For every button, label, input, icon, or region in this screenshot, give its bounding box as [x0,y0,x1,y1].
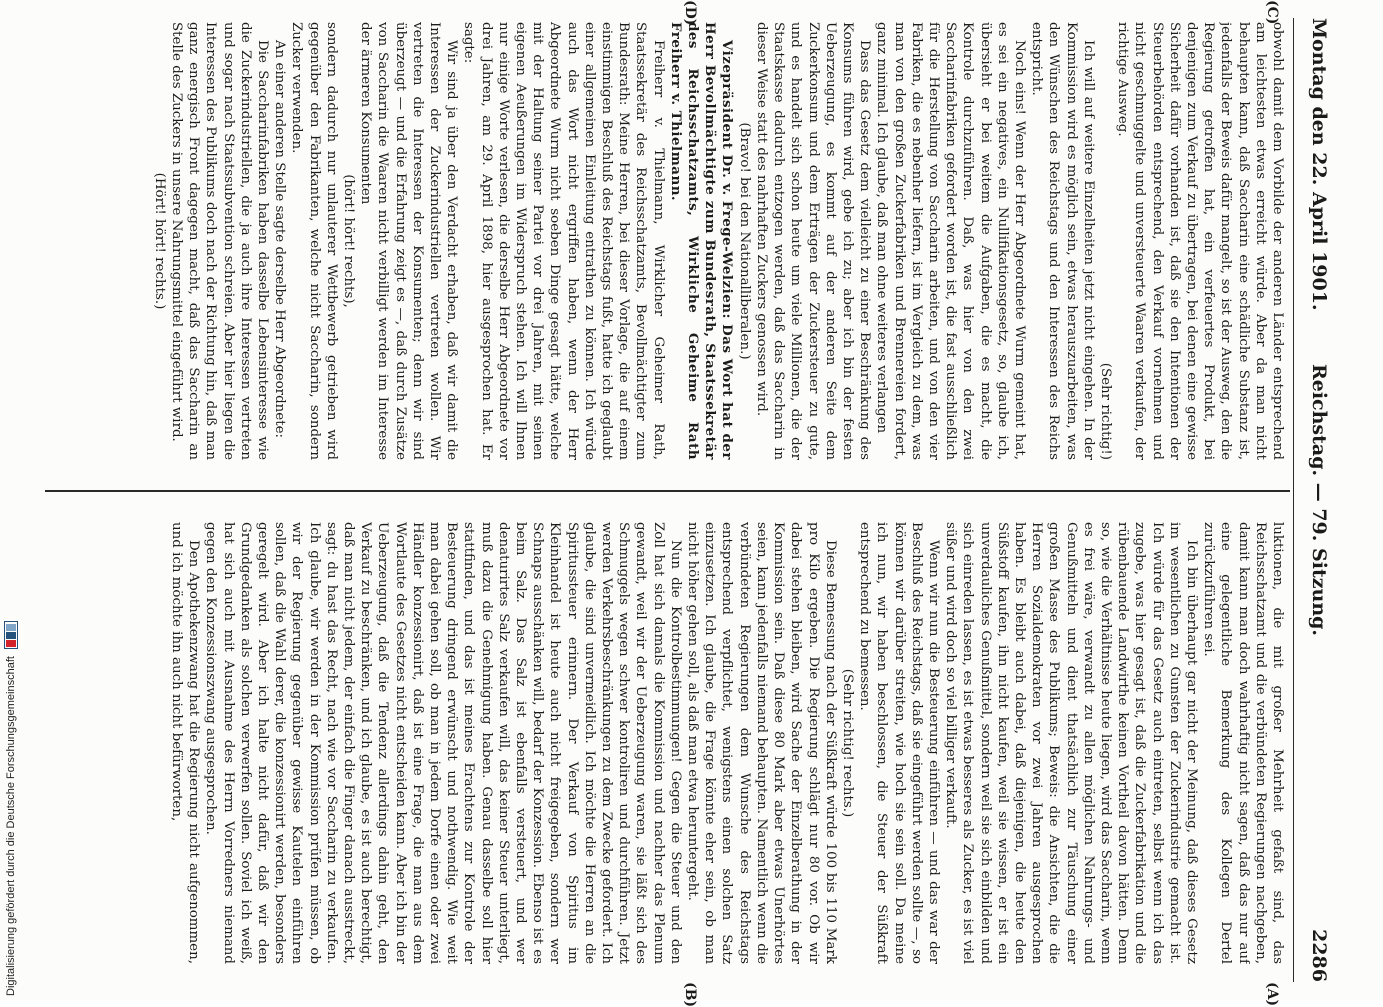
quotation: sondern dadurch nur unlauterer Wettbewerb getrieben wird gegenüber den Fabrikanten, welche nicht Saccharin, sondern Zucker verwenden. [289,22,339,460]
paragraph: Ich will auf weitere Einzelheiten jetzt nicht eingehen. In der Kommission wird es möglich sein, etwas herauszuarbeiten, was den Wünschen des Reichstags und den Interessen des Reichs entspricht. [1029,22,1096,460]
interjection: (Hört! hört! rechts.) [151,172,167,310]
column-divider [45,490,1290,492]
paragraph: obwohl damit dem Vorbilde der anderen Länder entsprechend am leichtesten etwas erreicht würde. Aber da man nicht behaupten kann, daß Saccharin eine schädliche Substanz ist, jedenfalls der Beweis dafür mangelt, so ist der Ausweg, den die Regierung getroffen hat, ein verfeuertes Produkt, bei denjenigen zum Verkauf zu übertragen, bei denen eine gewisse Sicherheit dafür vorhanden ist, daß sie den Intentionen der Steuerbehörden entsprechend, den Verkauf vornehmen und nicht geschmuggelte und unversteuerte Waaren verkaufen, der richtige Ausweg. [1115,22,1285,460]
paragraph: Ich bin überhaupt gar nicht der Meinung, daß dieses Gesetz im wesentlichen zu Gunsten der Zuckerindustrie gemacht ist. Ich würde für das Gesetz auch eintreten, selbst wenn ich das zugebe, was hier gesagt ist, daß die Zuckerfabrikation und die rübenbauende Landwirthe keinen Vortheil davon hätten. Denn so, wie die Verhältnisse heute liegen, wird das Saccharin, wenn es frei wäre, verwandt zu allen möglichen Nahrungs- und Genußmitteln und dient thatsächlich zur Täuschung einer großen Masse des Publikums; Beweis: die Ansichten, die die Herren Sozialdemokraten vor zwei Jahren ausgesprochen haben. Es bleibt auch dabei, daß diejenigen, die heute den Süßstoff kaufen, ihn nicht kaufen, weil sie wissen, er ist ein unverdauliches Genußmittel, sondern weil sie sich einbilden und sich einreden lassen, es ist etwas besseres als Zucker, es ist viel süßer und wird doch so viel billiger verkauft. [943,522,1199,964]
quotation: Wir sind ja über den Verdacht erhaben, daß wir damit die Interessen der Zuckerindustriellen vertreten wollen. Wir vertreten die Interessen der Konsumenten; denn wir sind überzeugt — und die Erfahrung zeigt es —, daß durch Zusätze von Saccharin die Waaren nicht verbilligt werden im Interesse der ärmeren Konsumenten [358,22,460,460]
paragraph: Noch eins! Wenn der Herr Abgeordnete Wurm gemeint hat, es sei ein negatives, ein Nullifikationsgesetz, so, glaube ich, übersieht er bei weitem die Aufgaben, die es macht, die Kontrole durchzuführen. Daß, was hier von den zwei Saccharinfabriken gefordert worden ist, die fast ausschließlich für die Herstellung von Saccharin arbeiten, und von den vier Fabriken, die es nebenher liefern, ist im Vergleich zu dem, was man von den großen Zuckerfabriken und Brennereien fordert, ganz minimal. Ich glaube, daß man ohne weiteres verlangen [874,22,1027,460]
margin-marker-c: (C) [1264,0,1280,25]
paragraph: Diese Bemessung nach der Süßkraft würde 100 bis 110 Mark pro Kilo ergeben. Die Regierung schlägt nur 80 vor. Ob wir dabei stehen bleiben, wird Sache der Einzelberathung in der Kommission sein. Daß diese 80 Mark aber etwas Unerhörtes seien, kann jedenfalls niemand behaupten. Namentlich wenn die verbündeten Regierungen dem Wunsche des Reichstags entsprechend verpflichtet, wenigstens einen solchen Satz einzusetzen. Ich glaube, die Frage könnte eher sein, ob man nicht höher gehen soll, als daß man etwa heruntergeht. [685,522,838,964]
dfg-logo-block [6,640,16,647]
interjection: (hört! hört! rechts), [341,174,357,308]
paragraph: Wenn wir nun die Besteuerung einführen — und das war der Beschluß des Reichstags, daß sie eingeführt werden sollte —, so können wir darüber streiten, wie hoch sie sein soll. Da meine ich nun, wir haben beschlossen, die Steuer der Süßkraft entsprechend zu bemessen. [857,522,941,964]
dfg-logo-block [6,624,16,631]
header-rule [1293,18,1294,982]
paragraph: An einer anderen Stelle sagte derselbe Herr Abgeordnete: [272,40,288,439]
margin-marker-a: (A) [1264,982,1280,1007]
interjection: (Sehr richtig! rechts.) [839,668,855,818]
page-number: 2286 [1308,929,1330,982]
margin-marker-b: (B) [682,982,698,1007]
page-header [1292,18,1338,982]
paragraph: luktionen, die mit großer Mehrheit gefaßt sind, das Reichsschatzamt und die verbündeten Regierungen nachgeben, damit kann man doch wahrhaftig nicht sagen, daß das nur auf eine gelegentliche Bemerkung des Kollegen Dertel zurückzuführen sei. [1201,522,1285,964]
dfg-logo-block [6,632,16,639]
paragraph: Dass das Gesetz dem vielleicht zu einer Beschränkung des Konsums führen wird, gebe ich zu; aber ich bin der festen Ueberzeugung, es kommt auf der anderen Seite dem Zuckerkonsum und dem Erträgen der Zuckersteuer zu gute, und es handelt sich schon heute um viele Millionen, die der Staatskasse dadurch entzogen werden, daß das Saccharin in dieser Weise statt des nahrhaften Zuckers genossen wird. [753,22,873,460]
header-date: Montag den 22. April 1901. [1308,18,1330,311]
header-title: Reichstag. — 79. Sitzung. [1308,363,1330,637]
dfg-credit [4,621,18,996]
speaker-paragraph: Freiherr v. Thielmann, Wirklicher Geheimer Rath, Staatssekretär des Reichsschatzamts, Bevollmächtigter zum Bundesrath: Meine Herren, bei dieser Vorlage, die auf einem einstimmigen Beschluß des Reichstags fußt, hatte ich geglaubt einer allgemeinen Einleitung entrathen zu können. Ich würde auch das Wort nicht ergriffen haben, wenn der Herr Abgeordnete Wurm nicht soeben Dinge gesagt hätte, welche mit der Haltung seiner Partei vor drei Jahren, mit seinen eigenen Aeußerungen im Widerspruch stehen. Ich will Ihnen nur einige Worte verlesen, die derselbe Herr Abgeordnete vor drei Jahren, am 29. April 1898, hier ausgesprochen hat. Er sagte: [461,22,666,460]
interjection: (Bravo! bei den Nationalliberalen.) [736,122,752,360]
paragraph: Den Apothekenzwang hat die Regierung nicht aufgenommen, und ich möchte ihn auch nicht befürworten, [169,522,202,964]
interjection: (Sehr richtig!) [1097,362,1113,460]
rotated-newspaper-page [18,0,1338,1007]
margin-marker-d: (D) [682,0,698,26]
dfg-logo-icon [4,621,18,649]
text-column-right [36,522,1286,964]
dfg-credit-text: Digitalisierung gefördert durch die Deutsche Forschungsgemeinschaft [4,656,17,996]
text-column-left [36,22,1286,460]
quotation: Die Saccharinfabriken haben dasselbe Lebensinteresse wie die Zuckerindustriellen, die ja auch ihre Interessen vertreten und sogar nach Staatssubvention schreien. Aber hier liegen die Interessen des Publikums doch nach der Richtung hin, daß man ganz energisch Front dagegen macht, daß das Saccharin an Stelle des Zuckers in unsere Nahrungsmittel eingeführt wird. [169,22,271,460]
paragraph: Nun die Kontrolbestimmungen! Gegen die Steuer und den Zoll hat sich damals die Kommission und nachher das Plenum gewandt, weil wir der Ueberzeugung waren, sie läßt sich des Schmuggels wegen schwer kontroliren und durchführen. Jetzt werden Verkehrsbeschränkungen zu dem Zwecke gefordert. Ich glaube, die sind unvermeidlich. Ich möchte die Herren an die Spiritussteuer erinnern. Der Verkauf von Spiritus im Kleinhandel ist heute auch nicht freigegeben, sondern wer Schnaps ausschänken will, bedarf der Konzession. Ebenso ist es beim Salz. Das Salz ist ebenfalls versteuert, und wer denaturirtes Salz verkaufen will, das keiner Steuer unterliegt, muß dazu die Genehmigung haben. Genau dasselbe soll hier stattfinden, und das ist meines Erachtens zur Kontrole der Besteuerung dringend erwünscht und nothwendig. Wie weit man dabei gehen soll, ob man in jedem Dorfe einen oder zwei Händler konzessionirt, daß ist eine Frage, die man aus dem Wortlaute des Gesetzes nicht entscheiden kann. Aber ich bin der Ueberzeugung, daß die Tendenz allerdings dahin geht, den Verkauf zu beschränken, und ich glaube, es ist auch berechtigt, daß man nicht jedem, der einfach die Finger danach ausstreckt, sagt: du hast das Recht, nach wie vor Saccharin zu verkaufen. Ich glaube, wir werden in der Kommission prüfen müssen, ob wir der Regierung gegenüber gewisse Kautelen einführen sollen, daß die Wahl derer, die konzessionirt werden, besonders geregelt wird. Aber ich halte nicht dafür, daß wir den Grundgedanken als solchen verwerfen sollen. Soviel ich weiß, hat sich auch mit Ausnahme des Herrn Vorredners niemand gegen den Konzessionszwang ausgesprochen. [203,522,683,964]
speaker-paragraph: Vizepräsident Dr. v. Frege-Welzien: Das Wort hat der Herr Bevollmächtigte zum Bundesrath, Staatssekretär des Reichsschatzamts, Wirkliche Geheime Rath Freiherr v. Thielmann. [667,22,736,460]
